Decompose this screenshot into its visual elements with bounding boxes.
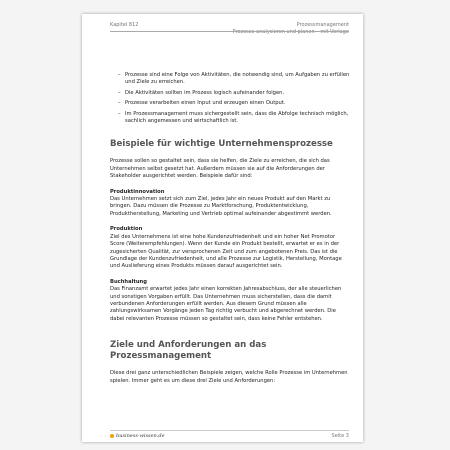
page-number: Seite 3 [331,433,349,439]
bullet-list [110,72,350,125]
document-page [82,14,363,442]
section-intro: Prozesse sollen so gestaltet sein, dass sie helfen, die Ziele zu erreichen, die sich das Unternehmen selbst gesetzt hat. Außerdem müssen sie auf die Anforderungen der Stakeholder ausgerichtet werden. Beispiele dafür sind: [110,158,330,180]
logo-text: business-wissen.de [116,433,165,439]
section-heading: Ziele und Anforderungen an das Prozessmanagement [110,340,267,362]
example-title: Buchhaltung [110,278,147,285]
list-item: – Prozesse sind eine Folge von Aktivitäten, die notwendig sind, um Aufgaben zu erfüllen und Ziele zu erreichen. [118,72,350,87]
logo-dot-icon [110,434,114,438]
example-block [110,226,350,270]
footer-divider [110,430,349,431]
list-item: – Die Aktivitäten sollten im Prozess logisch aufeinander folgen. [118,90,350,97]
list-item: – Im Prozessmanagement muss sichergestellt sein, dass die Abfolge technisch möglich, sachlich angemessen und wirtschaftlich ist. [118,111,350,126]
header-chapter: Kapitel 812 [110,22,139,28]
example-block [110,189,350,219]
section-heading: Beispiele für wichtige Unternehmensprozesse [110,139,333,150]
section-intro: Diese drei ganz unterschiedlichen Beispiele zeigen, welche Rolle Prozesse im Unternehmen spielen. Immer geht es um diese drei Ziele und Anforderungen: [110,370,348,384]
list-item: – Prozesse verarbeiten einen Input und erzeugen einen Output. [118,100,350,107]
header-subtitle: Prozesse analysieren und planen – mit Vorlage [232,29,349,35]
example-block [110,279,350,323]
example-text: Das Finanzamt erwartet jedes Jahr einen korrekten Jahresabschluss, der alle steuerlichen und sonstigen Vorgaben erfüllt. Das Unternehmen muss sicherstellen, dass die damit verbundenen Anforderungen erfüllt werden. Aus diesem Grund müssen alle zahlungswirksamen Vorgänge jeden Tag richtig verbucht und abgerechnet werden. Die dabei relevanten Prozesse müssen so gestaltet sein, dass keine Fehler entstehen. [110,286,342,322]
example-text: Das Unternehmen setzt sich zum Ziel, jedes Jahr ein neues Produkt auf den Markt zu bringen. Dazu müssen die Prozesse zu Marktforschung, Produktentwicklung, Produktherstellung, Marketing und Vertrieb optimal aufeinander abgestimmt werden. [110,196,332,217]
page-body [110,72,350,385]
footer-logo[interactable] [110,433,165,439]
header-divider [110,31,349,32]
header-title: Prozessmanagement [296,22,349,28]
example-title: Produktinnovation [110,188,165,195]
example-text: Ziel des Unternehmens ist eine hohe Kundenzufriedenheit und ein hoher Net Promotor Score (Weiterempfehlungen). Wenn der Kunde ein Produkt bestellt, erwartet er es in der zugesicherten Qualität, zur versprochenen Zeit und zum angebotenen Preis. Das ist die Grundlage der Kundenzufriedenheit, und alle Prozesse zur Logistik, Herstellung, Montage und Auslieferung eines Produkts müssen darauf ausgerichtet sein. [110,233,342,270]
example-title: Produktion [110,226,143,233]
